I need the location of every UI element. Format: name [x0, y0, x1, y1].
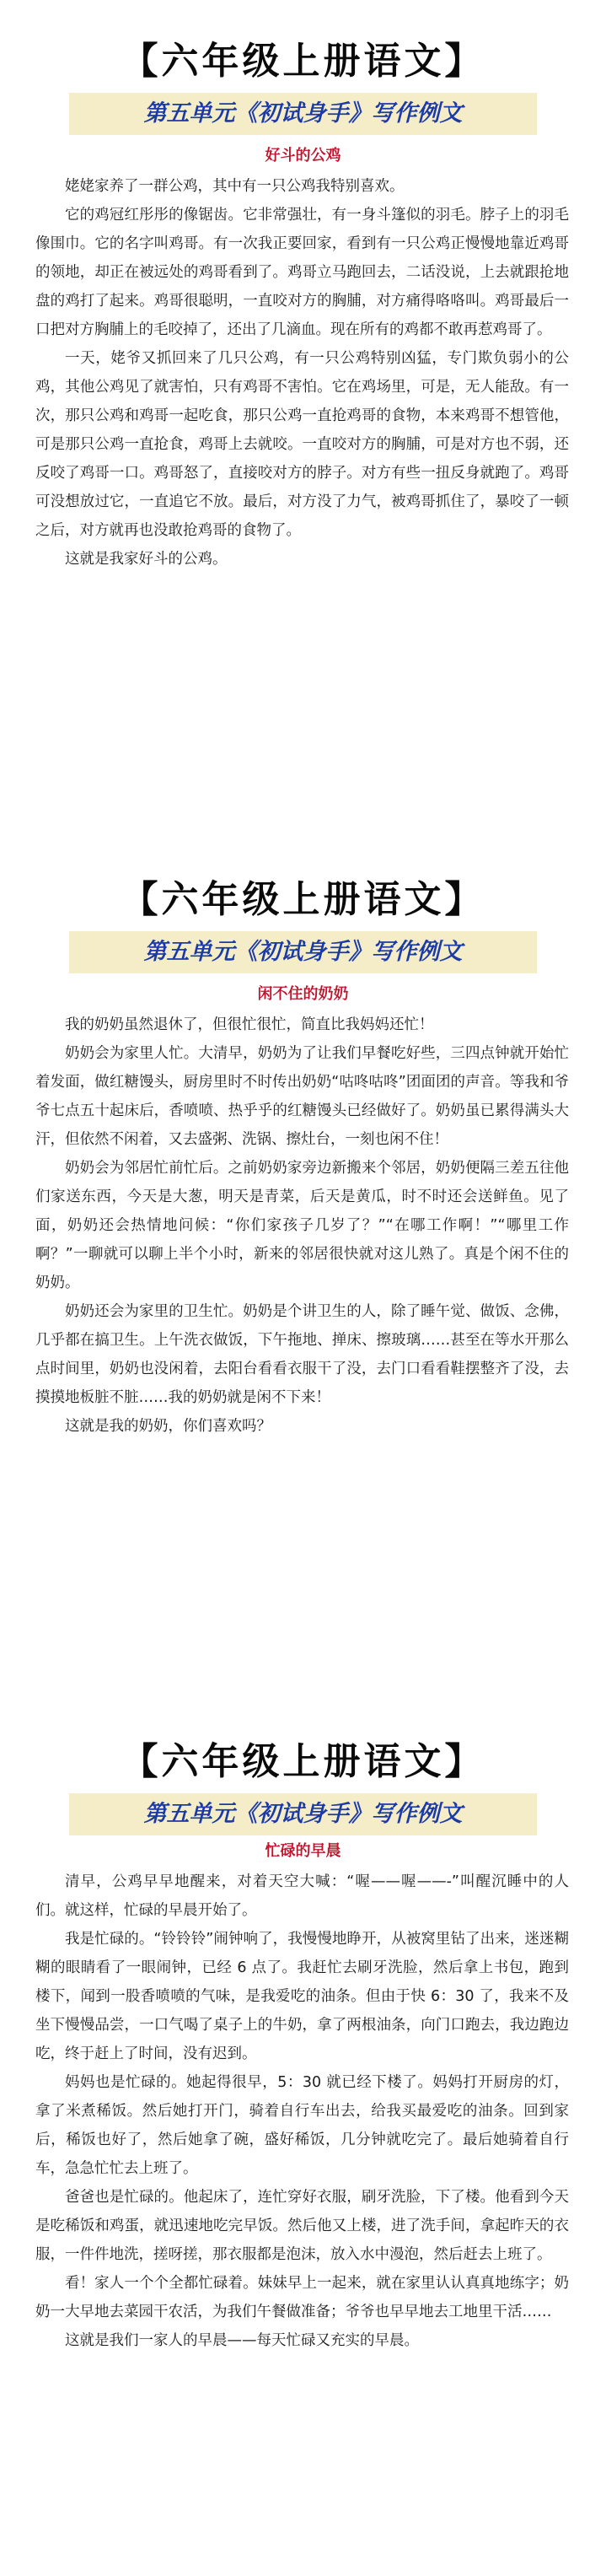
essay-paragraph: 奶奶会为邻居忙前忙后。之前奶奶家旁边新搬来个邻居，奶奶便隔三差五往他们家送东西，今天是大葱，明天是青菜，后天是黄瓜，时不时还会送鲜鱼。见了面，奶奶还会热情地问候：“你们家孩子几岁了？”“在哪工作啊！”“哪里工作啊？”一聊就可以聊上半个小时，新来的邻居很快就对这儿熟了。真是个闲不住的奶奶。: [35, 1160, 569, 1291]
essay-paragraph: 一天，姥爷又抓回来了几只公鸡，有一只公鸡特别凶猛，专门欺负弱小的公鸡，其他公鸡见了就害怕，只有鸡哥不害怕。它在鸡场里，可是，无人能敌。有一次，那只公鸡和鸡哥一起吃食，那只公鸡一直抢鸡哥的食物，本来鸡哥不想管他，可是那只公鸡一直抢食，鸡哥上去就咬。一直咬对方的胸脯，可是对方也不弱，还反咬了鸡哥一口。鸡哥怒了，直接咬对方的脖子。对方有些一扭反身就跑了。鸡哥可没想放过它，一直追它不放。最后，对方没了力气，被鸡哥抓住了，暴咬了一顿之后，对方就再也没敢抢鸡哥的食物了。: [35, 350, 569, 539]
essay-title: 忙碌的早晨: [265, 1842, 341, 1860]
essay-paragraph: 奶奶会为家里人忙。大清早，奶奶为了让我们早餐吃好些，三四点钟就开始忙着发面，做红糖馒头，厨房里时不时传出奶奶“咕咚咕咚”团面团的声音。等我和爷爷七点五十起床后，香喷喷、热乎乎的红糖馒头已经做好了。奶奶虽已累得满头大汗，但依然不闲着，又去盛粥、洗锅、擦灶台，一刻也闲不住！: [35, 1045, 569, 1148]
essay-paragraph: 奶奶还会为家里的卫生忙。奶奶是个讲卫生的人，除了睡午觉、做饭、念佛，几乎都在搞卫生。上午洗衣做饭，下午拖地、掸床、擦玻璃……甚至在等水开那么点时间里，奶奶也没闲着，去阳台看看衣服干了没，去门口看看鞋摆整齐了没，去摸摸地板脏不脏……我的奶奶就是闲不下来！: [35, 1303, 569, 1406]
page-header-title: 【六年级上册语文】: [121, 40, 485, 83]
essay-paragraph: 看！家人一个个全都忙碌着。妹妹早上一起来，就在家里认认真真地练字；奶奶一大早地去菜园干农活，为我们午餐做准备；爷爷也早早地去工地里干活……: [35, 2275, 569, 2320]
essay-paragraph: 我是忙碌的。“铃铃铃”闹钟响了，我慢慢地睁开，从被窝里钻了出来，迷迷糊糊的眼睛看了一眼闹钟，已经 6 点了。我赶忙去刷牙洗脸，然后拿上书包，跑到楼下，闻到一股香喷喷的气味，是我爱吃的油条。但由于快 6：30 了，我来不及坐下慢慢品尝，一口气喝了桌子上的牛奶，拿了两根油条，向门口跑去，我边跑边吃，终于赶上了时间，没有迟到。: [35, 1931, 569, 2062]
essay-paragraph: 爸爸也是忙碌的。他起床了，连忙穿好衣服，刷牙洗脸，下了楼。他看到今天是吃稀饭和鸡蛋，就迅速地吃完早饭。然后他又上楼，进了洗手间，拿起昨天的衣服，一件件地洗，搓呀搓，那衣服都是泡沫，放入水中漫泡，然后赶去上班了。: [35, 2189, 569, 2263]
essay-paragraph: 这就是我的奶奶，你们喜欢吗？: [65, 1418, 271, 1435]
unit-subtitle-band: 第五单元《初试身手》写作例文: [69, 1793, 537, 1835]
essay-section-3: [0, 1736, 606, 2355]
essay-section-1: [0, 35, 606, 574]
essay-body: [35, 1867, 569, 2355]
essay-paragraph: 我的奶奶虽然退休了，但很忙很忙，简直比我妈妈还忙！: [65, 1016, 434, 1033]
essay-paragraph: 这就是我家好斗的公鸡。: [65, 551, 228, 568]
essay-paragraph: 姥姥家养了一群公鸡，其中有一只公鸡我特别喜欢。: [65, 178, 405, 195]
essay-title: 闲不住的奶奶: [257, 985, 349, 1003]
essay-body: [35, 1010, 569, 1441]
essay-paragraph: 这就是我们一家人的早晨——每天忙碌又充实的早晨。: [65, 2332, 419, 2349]
unit-subtitle-band: 第五单元《初试身手》写作例文: [69, 93, 537, 135]
essay-paragraph: 妈妈也是忙碌的。她起得很早，5：30 就已经下楼了。妈妈打开厨房的灯，拿了米煮稀饭。然后她打开门，骑着自行车出去，给我买最爱吃的油条。回到家后，稀饭也好了，然后她拿了碗，盛好稀饭，几分钟就吃完了。最后她骑着自行车，急急忙忙去上班了。: [35, 2074, 569, 2177]
essay-paragraph: 它的鸡冠红彤彤的像锯齿。它非常强壮，有一身斗篷似的羽毛。脖子上的羽毛像围巾。它的名字叫鸡哥。有一次我正要回家，看到有一只公鸡正慢慢地靠近鸡哥的领地，却正在被远处的鸡哥看到了。鸡哥立马跑回去，二话没说，上去就跟抢地盘的鸡打了起来。鸡哥很聪明，一直咬对方的胸脯，对方痛得咯咯叫。鸡哥最后一口把对方胸脯上的毛咬掉了，还出了几滴血。现在所有的鸡都不敢再惹鸡哥了。: [35, 207, 569, 338]
unit-subtitle-band: 第五单元《初试身手》写作例文: [69, 931, 537, 973]
essay-paragraph: 清早，公鸡早早地醒来，对着天空大喊：“喔——喔——-”叫醒沉睡中的人们。就这样，忙碌的早晨开始了。: [35, 1873, 569, 1919]
page-header-title: 【六年级上册语文】: [121, 878, 485, 921]
essay-section-2: [0, 874, 606, 1441]
essay-body: [35, 172, 569, 574]
essay-title: 好斗的公鸡: [265, 147, 341, 164]
page-header-title: 【六年级上册语文】: [121, 1740, 485, 1783]
